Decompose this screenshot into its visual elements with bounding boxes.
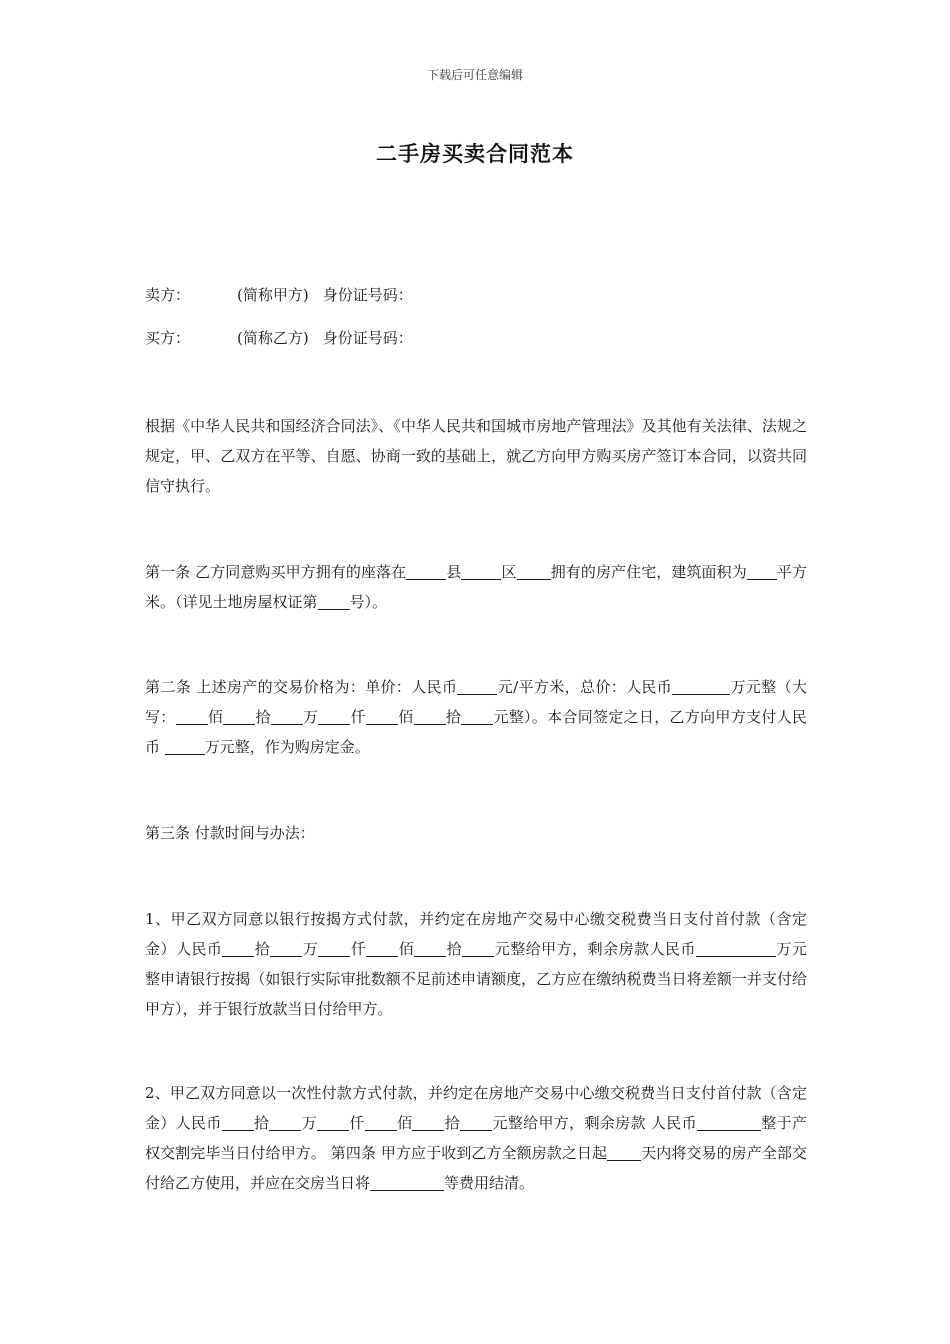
article-2-paragraph xyxy=(145,672,807,762)
certificate-number-blank xyxy=(318,591,350,610)
amount-blank xyxy=(366,706,398,725)
clause-2-text: 元整给甲方，剩余房款 人民币 xyxy=(492,1114,697,1132)
amount-blank xyxy=(176,706,208,725)
amount-blank xyxy=(461,706,493,725)
article-3-section xyxy=(145,818,807,848)
clause-1-text: 拾 xyxy=(254,940,271,958)
clause-1-text: 仟 xyxy=(350,940,367,958)
clause-1-text: 万元整申请银行按揭（如银行实际审批数额不足前述申请额度，乙方应在缴纳税费当日将差额一并支付给甲方），并于银行放款当日付给甲方。 xyxy=(145,940,807,1018)
clause-1-text: 元整给甲方，剩余房款人民币 xyxy=(494,940,696,958)
clause-2-text: 佰 xyxy=(396,1114,413,1132)
amount-blank xyxy=(271,706,303,725)
seller-role: 卖方： xyxy=(145,286,191,304)
article-1-text: 拥有的房产住宅，建筑面积为 xyxy=(550,563,747,581)
article-1-text: 区 xyxy=(501,563,517,581)
loan-amount-blank xyxy=(696,938,776,957)
deposit-blank xyxy=(165,736,205,755)
article-1-paragraph xyxy=(145,557,807,617)
clause-2-text: 拾 xyxy=(253,1114,270,1132)
article-2-text: 元/平方米，总价：人民币 xyxy=(497,678,673,696)
clause-2-text: 拾 xyxy=(444,1114,461,1132)
article-2-text: 佰 xyxy=(397,708,414,726)
buyer-role: 买方： xyxy=(145,329,191,347)
county-blank xyxy=(406,561,446,580)
amount-blank xyxy=(414,938,446,957)
total-price-blank xyxy=(672,676,730,695)
amount-blank xyxy=(414,706,446,725)
buyer-abbr: (简称乙方) xyxy=(237,329,309,347)
seller-line xyxy=(145,280,807,310)
amount-blank xyxy=(366,938,398,957)
article-1-section xyxy=(145,557,807,617)
article-2-text: 仟 xyxy=(350,708,366,726)
clause-2-text: 天内将交易的房产全部交付给乙方使用，并应在交房当日将 xyxy=(145,1144,807,1192)
article-1-text: 县 xyxy=(446,563,462,581)
clause-2-section xyxy=(145,1078,807,1198)
clause-1-text: 万 xyxy=(302,940,319,958)
clause-2-text: 等费用结清。 xyxy=(444,1174,535,1192)
amount-blank xyxy=(318,938,350,957)
amount-blank xyxy=(222,1112,254,1131)
preamble-section xyxy=(145,411,807,501)
amount-blank xyxy=(318,706,350,725)
article-1-text: 第一条 乙方同意购买甲方拥有的座落在 xyxy=(145,563,407,581)
seller-abbr: (简称甲方) xyxy=(237,286,309,304)
article-2-section xyxy=(145,672,807,762)
unit-price-blank xyxy=(457,676,497,695)
amount-blank xyxy=(412,1112,444,1131)
clause-2-text: 仟 xyxy=(349,1114,365,1132)
preamble-paragraph: 根据《中华人民共和国经济合同法》、《中华人民共和国城市房地产管理法》及其他有关法律、法规之规定，甲、乙双方在平等、自愿、协商一致的基础上，就乙方向甲方购买房产签订本合同，以资共同信守执行。 xyxy=(145,417,807,495)
remaining-amount-blank xyxy=(697,1112,761,1131)
fees-blank xyxy=(370,1172,444,1191)
clause-1-text: 佰 xyxy=(398,940,415,958)
days-blank xyxy=(607,1142,641,1161)
clause-1-section xyxy=(145,904,807,1024)
article-3-heading: 第三条 付款时间与办法： xyxy=(145,824,315,842)
clause-1-text: 1、甲乙双方同意以银行按揭方式付款，并约定在房地产交易中心缴交税费当日支付首付款（含定金）人民币 xyxy=(145,910,807,958)
clause-2-text: 万 xyxy=(301,1114,318,1132)
amount-blank xyxy=(269,1112,301,1131)
article-1-text: 号）。 xyxy=(349,593,388,611)
clause-1-text: 拾 xyxy=(446,940,463,958)
amount-blank xyxy=(222,938,254,957)
amount-blank xyxy=(270,938,302,957)
amount-blank xyxy=(462,938,494,957)
article-2-text: 拾 xyxy=(255,708,271,726)
article-2-text: 第二条 上述房产的交易价格为：单价：人民币 xyxy=(145,678,458,696)
clause-2-text: 2、甲乙双方同意以一次性付款方式付款，并约定在房地产交易中心缴交税费当日支付首付款（含定金）人民币 xyxy=(145,1084,807,1132)
amount-blank xyxy=(317,1112,349,1131)
buyer-line xyxy=(145,323,807,353)
header-note: 下载后可任意编辑 xyxy=(426,68,523,82)
article-2-text: 万元整（大写： xyxy=(145,678,807,726)
article-2-text: 元整）。本合同签定之日，乙方向甲方支付人民币 xyxy=(145,708,807,756)
location-blank xyxy=(517,561,551,580)
buyer-id-label: 身份证号码： xyxy=(322,329,413,347)
clause-2-text: 整于产权交割完毕当日付给甲方。 第四条 甲方应于收到乙方全额房款之日起 xyxy=(145,1114,807,1162)
amount-blank xyxy=(460,1112,492,1131)
article-2-text: 万 xyxy=(302,708,319,726)
amount-blank xyxy=(223,706,255,725)
document-title: 二手房买卖合同范本 xyxy=(376,142,574,166)
clause-1-paragraph xyxy=(145,904,807,1024)
seller-id-label: 身份证号码： xyxy=(322,286,413,304)
district-blank xyxy=(461,561,501,580)
clause-2-paragraph xyxy=(145,1078,807,1198)
article-2-text: 佰 xyxy=(207,708,224,726)
article-2-text: 万元整，作为购房定金。 xyxy=(204,738,370,756)
article-1-text: 平方米。（详见土地房屋权证第 xyxy=(145,563,807,611)
amount-blank xyxy=(365,1112,397,1131)
area-blank xyxy=(747,561,777,580)
article-2-text: 拾 xyxy=(445,708,462,726)
